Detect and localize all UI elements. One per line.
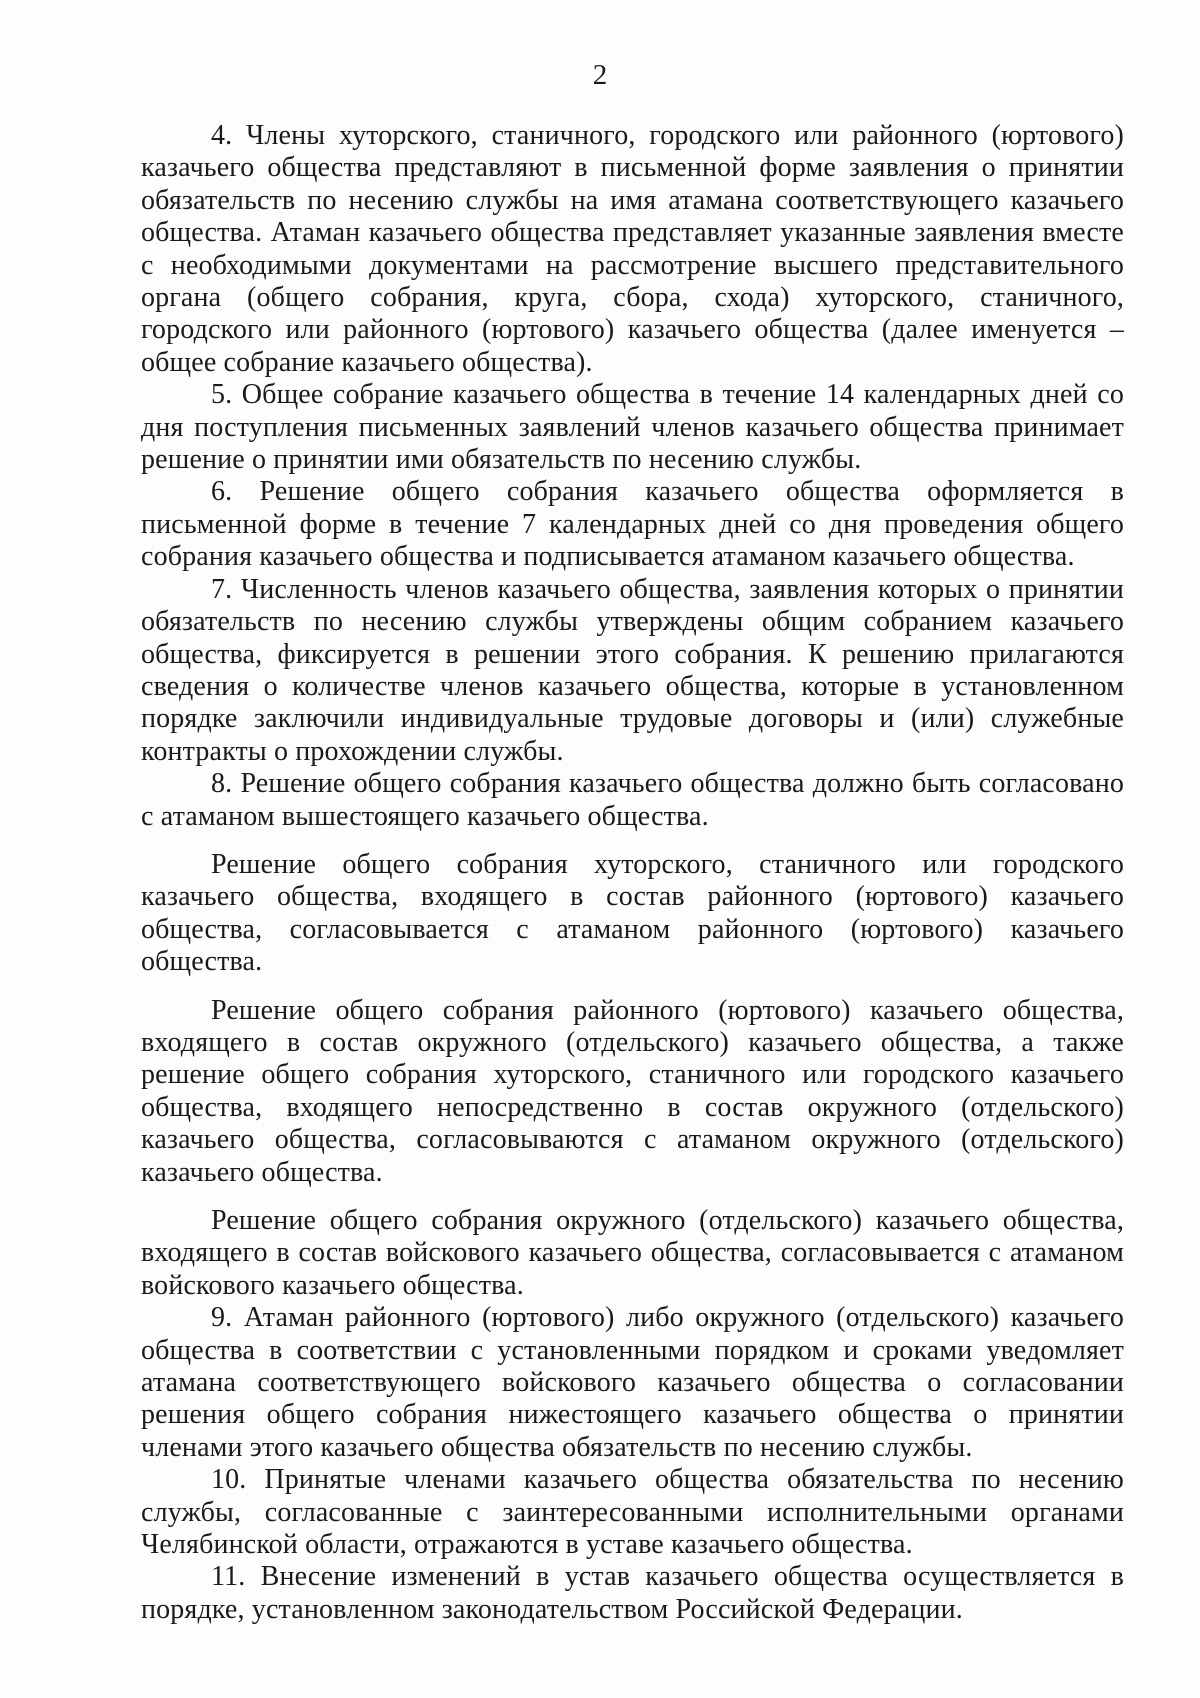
paragraph-item-11: 11. Внесение изменений в устав казачьего общества осуществляется в порядке, установленном законодательством Российской Федерации. — [141, 1561, 1124, 1625]
paragraph-item-6: 6. Решение общего собрания казачьего общества оформляется в письменной форме в течение 7 календарных дней со дня проведения общего собрания казачьего общества и подписывается атаманом казачьего общества. — [141, 476, 1124, 573]
paragraph-item-8: 8. Решение общего собрания казачьего общества должно быть согласовано с атаманом вышестоящего казачьего общества. — [141, 768, 1124, 832]
paragraph-item-4: 4. Члены хуторского, станичного, городского или районного (юртового) казачьего общества представляют в письменной форме заявления о принятии обязательств по несению службы на имя атамана соответствующего казачьего общества. Атаман казачьего общества представляет указанные заявления вместе с необходимыми документами на рассмотрение высшего представительного органа (общего собрания, круга, сбора, схода) хуторского, станичного, городского или районного (юртового) казачьего общества (далее именуется – общее собрание казачьего общества). — [141, 120, 1124, 378]
paragraph-item-8-sub-1: Решение общего собрания хуторского, станичного или городского казачьего общества, входящего в состав районного (юртового) казачьего общества, согласовывается с атаманом районного (юртового) казачьего общества. — [141, 848, 1124, 978]
document-body — [141, 120, 1124, 1626]
paragraph-item-10: 10. Принятые членами казачьего общества обязательства по несению службы, согласованные с заинтересованными исполнительными органами Челябинской области, отражаются в уставе казачьего общества. — [141, 1464, 1124, 1561]
paragraph-item-9: 9. Атаман районного (юртового) либо окружного (отдельского) казачьего общества в соответствии с установленными порядком и сроками уведомляет атамана соответствующего войскового казачьего общества о согласовании решения общего собрания нижестоящего казачьего общества о принятии членами этого казачьего общества обязательств по несению службы. — [141, 1302, 1124, 1463]
paragraph-item-8-sub-2: Решение общего собрания районного (юртового) казачьего общества, входящего в состав окружного (отдельского) казачьего общества, а также решение общего собрания хуторского, станичного или городского казачьего общества, входящего непосредственно в состав окружного (отдельского) казачьего общества, согласовываются с атаманом окружного (отдельского) казачьего общества. — [141, 994, 1124, 1188]
paragraph-item-7: 7. Численность членов казачьего общества, заявления которых о принятии обязательств по несению службы утверждены общим собранием казачьего общества, фиксируется в решении этого собрания. К решению прилагаются сведения о количестве членов казачьего общества, которые в установленном порядке заключили индивидуальные трудовые договоры и (или) служебные контракты о прохождении службы. — [141, 573, 1124, 767]
page-number: 2 — [592, 59, 608, 91]
paragraph-item-5: 5. Общее собрание казачьего общества в течение 14 календарных дней со дня поступления письменных заявлений членов казачьего общества принимает решение о принятии ими обязательств по несению службы. — [141, 379, 1124, 476]
paragraph-item-8-sub-3: Решение общего собрания окружного (отдельского) казачьего общества, входящего в состав войскового казачьего общества, согласовывается с атаманом войскового казачьего общества. — [141, 1205, 1124, 1301]
